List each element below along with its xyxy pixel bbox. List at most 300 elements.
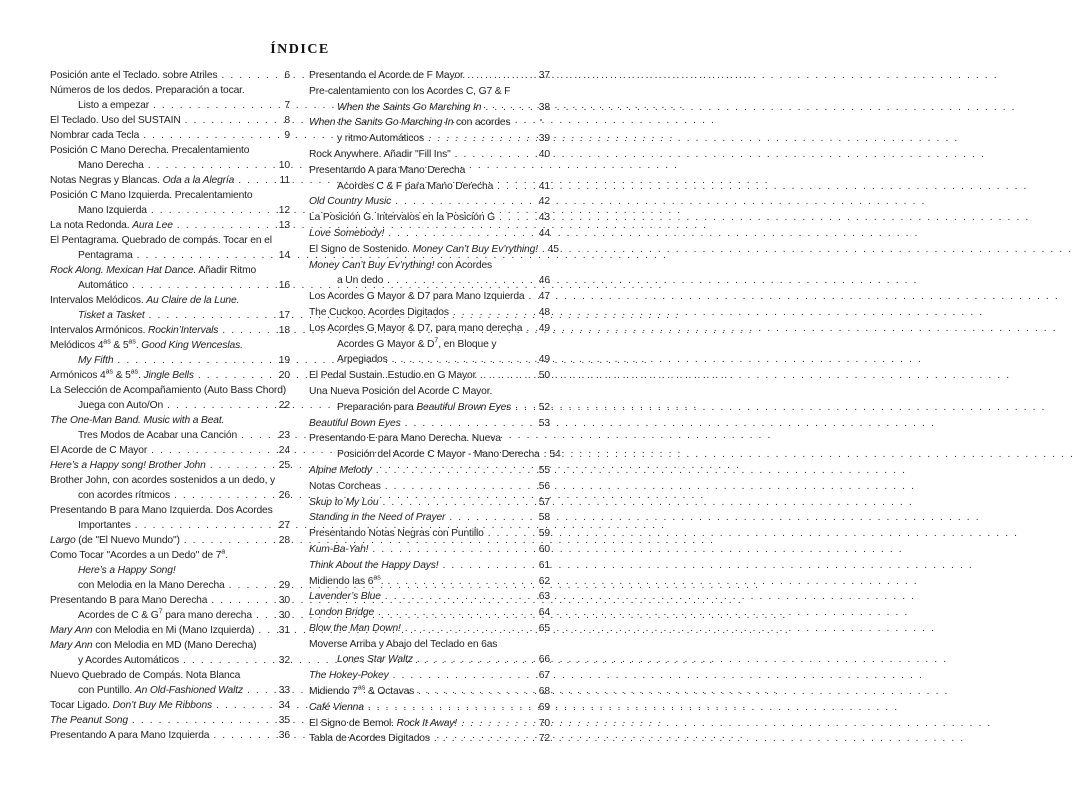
page-number: 58 <box>538 512 550 524</box>
page-number: 24 <box>278 445 290 456</box>
entry-text: Midiendo las $6^{as}$. <box>309 574 384 587</box>
entry-text: Tocar Ligado. Don’t Buy Me Ribbons <box>50 700 213 711</box>
dot-leader <box>247 683 273 698</box>
entry-text: Acordes de C & $G^7$ para mano derecha <box>78 608 252 621</box>
dot-leader <box>211 593 273 608</box>
entry-text: Los Acordes G Mayor & D7, para mano derecha <box>309 322 523 334</box>
dot-leader <box>135 518 273 533</box>
dot-leader <box>185 113 273 128</box>
page-number: 18 <box>278 325 290 336</box>
toc-entry <box>50 458 290 473</box>
toc-entry <box>309 384 550 400</box>
toc-entry <box>50 398 290 413</box>
entry-text: La Selección de Acompañamiento (Auto Bass Chord) <box>50 385 287 396</box>
entry-text: con Melodia en la Mano Derecha <box>78 580 225 591</box>
entry-text: The One-Man Band. Music with a Beat. <box>50 415 225 426</box>
toc-entry <box>50 203 290 218</box>
page-number: 59 <box>538 528 550 540</box>
toc-entry <box>309 305 550 321</box>
dot-leader <box>485 100 533 116</box>
dot-leader <box>443 558 534 574</box>
toc-column-left <box>50 68 290 747</box>
entry-text: Una Nueva Posición del Acorde C Mayor. <box>309 385 493 397</box>
page-number: 42 <box>538 196 550 208</box>
page-number: 46 <box>538 275 550 287</box>
page-number: 31 <box>278 625 290 636</box>
entry-text: Mary Ann con Melodia en Mi (Mano Izquierda) <box>50 625 255 636</box>
page-number: 29 <box>278 580 290 591</box>
toc-entry <box>309 605 550 621</box>
dot-leader <box>395 194 533 210</box>
toc-entry <box>309 147 550 163</box>
entry-text: La nota Redonda. Aura Lee <box>50 220 173 231</box>
dot-leader <box>449 510 533 526</box>
dot-leader <box>183 653 273 668</box>
page-number: 17 <box>278 310 290 321</box>
page-number: 40 <box>538 148 550 160</box>
toc-entry <box>309 637 550 653</box>
dot-leader <box>258 623 273 638</box>
toc-entry <box>50 728 290 743</box>
toc-entry <box>50 98 290 113</box>
dot-leader <box>392 352 533 368</box>
toc-entry <box>50 353 290 368</box>
toc-entry <box>309 368 550 384</box>
toc-entry <box>309 652 550 668</box>
dot-leader <box>378 605 533 621</box>
page-number: 67 <box>538 670 550 682</box>
entry-text: Mano Derecha <box>78 160 144 171</box>
toc-entry <box>50 278 290 293</box>
entry-text: a Un dedo <box>337 275 384 287</box>
dot-leader <box>515 400 533 416</box>
toc-entry <box>50 533 290 548</box>
page-number: 56 <box>538 480 550 492</box>
page-number: 37 <box>538 70 550 81</box>
page-number: 49 <box>538 354 550 366</box>
entry-text: Rock Anywhere. Añadir "Fill Ins" <box>309 148 451 160</box>
entry-text: Listo a empezar <box>78 100 150 111</box>
entry-text: Lavender’s Blue <box>309 591 381 603</box>
entry-text: Alpine Melody <box>309 464 372 476</box>
toc-entry <box>50 248 290 263</box>
page-number: 25 <box>278 460 290 471</box>
toc-entry <box>309 100 550 116</box>
dot-leader <box>174 488 273 503</box>
page-number: 57 <box>538 496 550 508</box>
dot-leader <box>151 203 273 218</box>
dot-leader <box>376 463 533 479</box>
dot-leader <box>387 574 533 590</box>
toc-entry <box>309 463 550 479</box>
entry-text: Presentando A para Mano Izquierda <box>50 730 210 741</box>
page-number: 33 <box>278 685 290 696</box>
entry-text: Intervalos Armónicos. Rockin’Intervals <box>50 325 219 336</box>
toc-entry <box>309 431 550 447</box>
dot-leader <box>149 308 273 323</box>
dot-leader <box>167 398 273 413</box>
page-number: 48 <box>538 306 550 318</box>
toc-entry <box>309 700 550 716</box>
entry-text: El Pentagrama. Quebrado de compás. Tocar en el <box>50 235 272 246</box>
page-number: 30 <box>278 610 290 621</box>
page-number: 47 <box>538 291 550 303</box>
page-number: 66 <box>538 654 550 666</box>
dot-leader <box>216 698 273 713</box>
entry-text: Tabla de Acordes Digitados <box>309 733 430 745</box>
page-number: 55 <box>538 464 550 476</box>
toc-entry <box>309 115 550 131</box>
page-number: 44 <box>538 227 550 239</box>
entry-text: Money Can’t Buy Ev’rything! con Acordes <box>309 259 493 271</box>
entry-text: Think About the Happy Days! <box>309 559 439 571</box>
entry-text: El Signo de Bemol. Rock It Away! <box>309 717 458 729</box>
toc-column-right <box>309 68 561 747</box>
entry-text: Moverse Arriba y Abajo del Teclado en 6as <box>309 638 498 650</box>
entry-text: Largo (de "El Nuevo Mundo") <box>50 535 180 546</box>
toc-entry <box>50 413 290 428</box>
page-number: 69 <box>538 701 550 713</box>
page-number: 34 <box>278 700 290 711</box>
page-number: 12 <box>278 205 290 216</box>
entry-text: When the Saints Go Marching In <box>337 101 482 113</box>
entry-text: Presentando B para Mano Derecha <box>50 595 208 606</box>
toc-entry <box>309 479 550 495</box>
entry-text: Rock Along. Mexican Hat Dance. Añadir Ritmo <box>50 265 257 276</box>
toc-entry <box>50 578 290 593</box>
page-number: 26 <box>278 490 290 501</box>
page-number: 10 <box>278 160 290 171</box>
page-number: 7 <box>284 100 290 111</box>
entry-text: Importantes <box>78 520 131 531</box>
dot-leader <box>405 416 533 432</box>
toc-entry <box>50 188 290 203</box>
dot-leader <box>117 353 273 368</box>
entry-text: Notas Negras y Blancas. Oda a la Alegría <box>50 175 235 186</box>
toc-entry <box>50 113 290 128</box>
toc-entry <box>50 593 290 608</box>
dot-leader <box>184 533 273 548</box>
dot-leader <box>238 173 273 188</box>
entry-text: London Bridge <box>309 607 375 619</box>
dot-leader <box>393 668 533 684</box>
page-number: 52 <box>538 401 550 413</box>
toc-entry <box>50 143 290 158</box>
toc-entry <box>309 210 550 226</box>
entry-text: Standing in the Need of Prayer <box>309 512 446 524</box>
toc-entry <box>50 368 290 383</box>
toc-entry <box>309 226 550 242</box>
entry-text: Posición del Acorde C Mayor - Mano Derecha <box>337 449 540 461</box>
toc-entry <box>50 263 290 278</box>
dot-leader <box>229 578 273 593</box>
toc-entry <box>309 68 550 84</box>
entry-text: Nombrar cada Tecla <box>50 130 140 141</box>
toc-entry <box>50 713 290 728</box>
toc-entry <box>50 308 290 323</box>
toc-entry <box>309 684 550 700</box>
entry-text: Midiendo $7^{as}$ & Octavas <box>309 684 415 698</box>
toc-entry <box>309 179 550 195</box>
toc-entry <box>50 383 290 398</box>
entry-text: When the Sanits Go Marching In con acordes <box>309 117 511 129</box>
dot-leader <box>210 458 273 473</box>
dot-leader <box>151 443 273 458</box>
page-number: 30 <box>278 595 290 606</box>
dot-leader <box>497 179 533 195</box>
toc-entry <box>309 337 550 353</box>
entry-text: Blow the Man Down! <box>309 622 401 634</box>
page-number: 62 <box>538 575 550 587</box>
entry-text: Armónicos $4^{as}$ & $5^{as}$. Jingle Bells <box>50 368 194 381</box>
toc-entry <box>50 428 290 443</box>
page-number: 13 <box>278 220 290 231</box>
page-number: 16 <box>278 280 290 291</box>
dot-leader <box>368 700 533 716</box>
dot-leader <box>499 210 533 226</box>
toc-entry <box>309 668 550 684</box>
page-number: 22 <box>278 400 290 411</box>
page-number: 65 <box>538 622 550 634</box>
entry-text: Mano Izquierda <box>78 205 147 216</box>
entry-text: Pentagrama <box>78 250 133 261</box>
page-number: 39 <box>538 133 550 145</box>
dot-leader <box>382 495 533 511</box>
page-number: 61 <box>538 559 550 571</box>
toc-entry <box>309 574 550 590</box>
entry-text: Automático <box>78 280 129 291</box>
entry-text: Los Acordes G Mayor & D7 para Mano Izquierda <box>309 291 525 303</box>
toc-entry <box>50 668 290 683</box>
dot-leader <box>372 542 533 558</box>
toc-entry <box>50 443 290 458</box>
toc-entry <box>309 731 550 747</box>
entry-text: La Posición G. Intervalos en la Posición G <box>309 212 496 224</box>
toc-entry <box>309 321 550 337</box>
entry-text: The Hokey-Pokey <box>309 670 389 682</box>
toc-entry <box>50 218 290 233</box>
page-number: 45 <box>547 243 559 255</box>
dot-leader <box>418 684 533 700</box>
entry-text: My Fifth <box>78 355 114 366</box>
page-number: 14 <box>278 250 290 261</box>
toc-entry <box>50 548 290 563</box>
entry-text: Arpegiados <box>337 354 388 366</box>
page-number: 35 <box>278 715 290 726</box>
page-number: 70 <box>538 717 550 729</box>
entry-text: Here’s a Happy song! Brother John <box>50 460 206 471</box>
toc-entry <box>50 623 290 638</box>
toc-entry <box>309 258 550 274</box>
dot-leader <box>480 368 533 384</box>
dot-leader <box>461 716 533 732</box>
toc-entry <box>50 233 290 248</box>
toc-entry <box>309 400 550 416</box>
dot-leader <box>385 479 533 495</box>
entry-text: con acordes rítmicos <box>78 490 170 501</box>
entry-text: Presentando A para Mano Derecha <box>309 164 466 176</box>
dot-leader <box>221 68 273 83</box>
dot-leader <box>405 621 533 637</box>
dot-leader <box>385 589 533 605</box>
toc-entry <box>309 289 550 305</box>
dot-leader <box>148 158 273 173</box>
entry-text: Números de los dedos. Preparación a tocar. <box>50 85 245 96</box>
entry-text: El Signo de Sostenido. Money Can’t Buy Ev’rything! <box>309 243 538 255</box>
toc-entry <box>50 503 290 518</box>
toc-entry <box>309 716 550 732</box>
entry-text: Here’s a Happy Song! <box>78 565 176 576</box>
page-number: 50 <box>538 370 550 382</box>
toc-entry <box>309 352 550 368</box>
dot-leader <box>417 652 533 668</box>
entry-text: Presentando el Acorde de F Mayor <box>309 70 464 81</box>
toc-entry <box>50 653 290 668</box>
entry-text: Pre-calentamiento con los Acordes C, G7 & F <box>309 85 511 97</box>
toc-entry <box>50 173 290 188</box>
dot-leader <box>177 218 273 233</box>
page-number: 54 <box>549 449 561 461</box>
toc-columns <box>50 68 561 747</box>
toc-entry <box>50 683 290 698</box>
page-number: 36 <box>278 730 290 741</box>
toc-entry <box>309 273 550 289</box>
entry-text: Love Somebody! <box>309 227 385 239</box>
page-number: 6 <box>284 70 290 81</box>
toc-entry <box>50 608 290 623</box>
toc-entry <box>309 242 559 258</box>
page-number: 43 <box>538 212 550 224</box>
page-number: 64 <box>538 607 550 619</box>
entry-text: Juega con Auto/On <box>78 400 164 411</box>
entry-text: Lones Star Waltz <box>337 654 413 666</box>
entry-text: Skup to My Lou <box>309 496 379 508</box>
dot-leader <box>213 728 273 743</box>
page-number: 19 <box>278 355 290 366</box>
dot-leader <box>198 368 273 383</box>
dot-leader <box>467 68 533 84</box>
page-number: 63 <box>538 591 550 603</box>
dot-leader <box>143 128 273 143</box>
dot-leader <box>256 608 273 623</box>
entry-text: Café Vienna <box>309 701 364 713</box>
dot-leader <box>132 278 273 293</box>
entry-text: Acordes C & F para Mano Derecha <box>337 180 494 192</box>
entry-text: El Teclado. Uso del SUSTAIN <box>50 115 181 126</box>
dot-leader <box>137 248 273 263</box>
entry-text: con Puntillo. An Old-Fashioned Waltz <box>78 685 243 696</box>
print-artifact-dot <box>540 119 542 121</box>
toc-entry <box>50 323 290 338</box>
dot-leader <box>428 131 533 147</box>
entry-text: Posición ante el Teclado. sobre Atriles <box>50 70 218 81</box>
entry-text: The Cuckoo. Acordes Digitados <box>309 306 449 318</box>
dot-leader <box>526 321 533 337</box>
toc-entry <box>309 542 550 558</box>
dot-leader <box>388 226 533 242</box>
page-number: 72 <box>538 733 550 745</box>
page-number: 49 <box>538 322 550 334</box>
page-number: 27 <box>278 520 290 531</box>
toc-entry <box>309 163 550 179</box>
toc-entry <box>309 589 550 605</box>
entry-text: Presentando E para Mano Derecha. Nueva <box>309 433 501 445</box>
page-number: 60 <box>538 543 550 555</box>
toc-entry <box>309 526 550 542</box>
entry-text: Old Country Music <box>309 196 392 208</box>
page-number: 32 <box>278 655 290 666</box>
dot-leader <box>528 289 533 305</box>
toc-entry <box>309 510 550 526</box>
toc-entry <box>50 338 290 353</box>
entry-text: Brother John, con acordes sostenidos a un dedo, y <box>50 475 276 486</box>
entry-text: Tres Modos de Acabar una Canción <box>78 430 238 441</box>
page-number: 8 <box>284 115 290 126</box>
toc-entry <box>50 563 290 578</box>
toc-entry <box>309 621 550 637</box>
entry-text: El Pedal Sustain. Estudio en G Mayor <box>309 370 476 382</box>
entry-text: El Acorde de C Mayor <box>50 445 148 456</box>
toc-entry <box>50 698 290 713</box>
page-title: ÍNDICE <box>270 42 330 57</box>
entry-text: Como Tocar "Acordes a un Dedo" de 7$^a$. <box>50 548 228 561</box>
entry-text: Nuevo Quebrado de Compás. Nota Blanca <box>50 670 241 681</box>
dot-leader <box>241 428 273 443</box>
toc-entry <box>50 128 290 143</box>
page-number: 11 <box>279 175 290 186</box>
entry-text: Preparación para Beautiful Brown Eyes <box>337 401 512 413</box>
entry-text: Mary Ann con Melodia en MD (Mano Derecha) <box>50 640 257 651</box>
entry-text: The Peanut Song <box>50 715 128 726</box>
entry-text: y Acordes Automáticos <box>78 655 180 666</box>
page-number: 53 <box>538 417 550 429</box>
toc-entry <box>309 558 550 574</box>
entry-text: Intervalos Melódicos. Au Claire de la Lune. <box>50 295 240 306</box>
toc-entry <box>309 131 550 147</box>
toc-entry <box>50 518 290 533</box>
entry-text: y ritmo Automáticos <box>337 133 424 145</box>
dot-leader <box>455 147 533 163</box>
entry-text: Presentando Notas Negras con Puntillo <box>309 528 484 540</box>
dot-leader <box>132 713 273 728</box>
toc-entry <box>309 416 550 432</box>
toc-entry <box>309 447 561 463</box>
entry-text: Melódicos $4^{as}$ & $5^{as}$. Good King Wenceslas. <box>50 338 243 351</box>
entry-text: Tisket a Tasket <box>78 310 145 321</box>
page-number: 38 <box>538 101 550 113</box>
toc-entry <box>50 158 290 173</box>
toc-entry <box>309 194 550 210</box>
dot-leader <box>387 273 533 289</box>
entry-text: Kum-Ba-Yah! <box>309 543 369 555</box>
dot-leader <box>453 305 533 321</box>
page-number: 23 <box>278 430 290 441</box>
dot-leader <box>488 526 533 542</box>
entry-text: Posición C Mano Izquierda. Precalentamiento <box>50 190 253 201</box>
page-number: 41 <box>538 180 550 192</box>
toc-entry <box>309 495 550 511</box>
toc-entry <box>50 293 290 308</box>
toc-entry <box>50 638 290 653</box>
entry-text: Posición C Mano Derecha. Precalentamiento <box>50 145 250 156</box>
entry-text: Notas Corcheas <box>309 480 381 492</box>
page-number: 28 <box>278 535 290 546</box>
entry-text: Beautiful Bown Eyes <box>309 417 401 429</box>
toc-entry <box>50 83 290 98</box>
dot-leader <box>153 98 273 113</box>
toc-entry <box>309 84 550 100</box>
toc-entry <box>50 488 290 503</box>
